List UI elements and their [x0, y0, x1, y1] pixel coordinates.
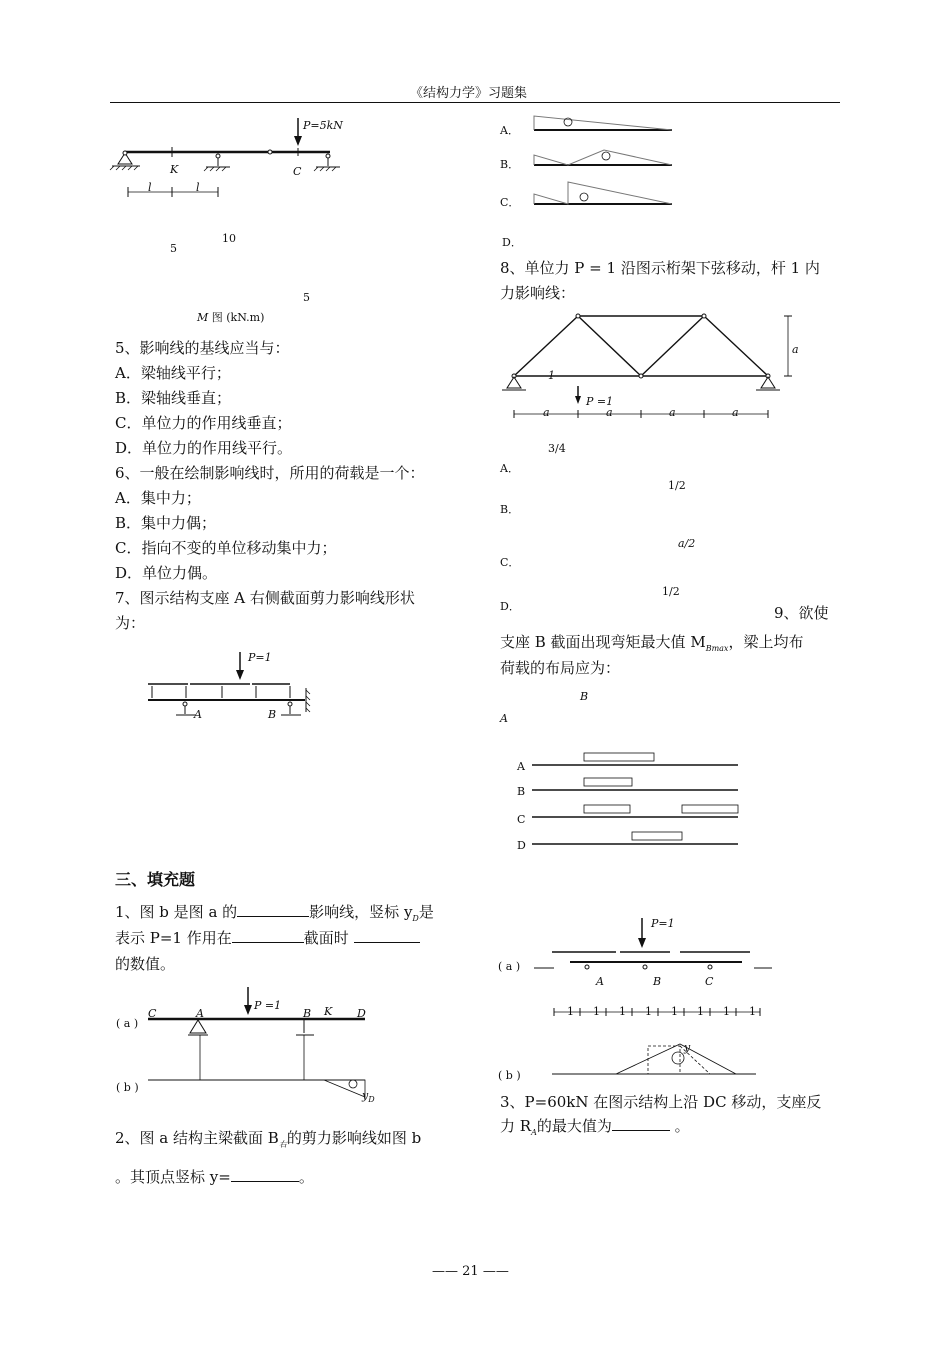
page-header-title: 《结构力学》习题集: [410, 86, 528, 101]
page-number: 21: [462, 1264, 479, 1279]
q6-stem: 6、一般在绘制影响线时，所用的荷载是一个：: [115, 464, 425, 482]
beam-K-label: K: [170, 163, 179, 176]
q8-span-2: a: [606, 406, 613, 419]
q8-span-3: a: [669, 406, 676, 419]
q9-load-layouts: [530, 745, 745, 850]
q7-A-label: A: [194, 708, 202, 721]
q9-option-d: D: [517, 839, 526, 852]
q9-line1: 9、欲使: [774, 604, 829, 622]
q5-option-d: D．单位力的作用线平行。: [115, 439, 293, 457]
q8-a-side: a: [792, 343, 799, 356]
header-rule: [110, 102, 840, 103]
fill2-span-5: 1: [671, 1005, 678, 1018]
fill2-line2: 。其顶点竖标 y= 。: [115, 1168, 314, 1186]
q8-value-a: 3/4: [548, 442, 566, 455]
q5-option-c: C．单位力的作用线垂直；: [115, 414, 292, 432]
fill2-A: A: [596, 975, 604, 988]
fill1-fig-a: ( a ): [116, 1017, 139, 1030]
fill1-load: P =1: [254, 999, 282, 1012]
fill2-fig-b: ( b ): [498, 1069, 521, 1082]
q9-line2: 支座 B 截面出现弯矩最大值 $M_{Bmax}$，梁上均布: [500, 633, 804, 653]
fill2-span-3: 1: [619, 1005, 626, 1018]
q6-option-a: A．集中力；: [115, 489, 201, 507]
fill1-B: B: [303, 1007, 312, 1020]
q8-value-b: 1/2: [668, 479, 686, 492]
fill2-span-2: 1: [593, 1005, 600, 1018]
q8-span-4: a: [732, 406, 739, 419]
fill3-line2: 力 $R_A$的最大值为 。: [500, 1117, 690, 1137]
q8-span-1: a: [543, 406, 550, 419]
q7-option-shapes: [532, 112, 677, 212]
fill2-span-4: 1: [645, 1005, 652, 1018]
q7-structure-figure: [140, 648, 330, 728]
q8-load: P =1: [586, 395, 614, 408]
fill2-line1: 2、图 a 结构主梁截面 $B_右$的剪力影响线如图 b: [115, 1129, 422, 1149]
fill3-line1: 3、P=60kN 在图示结构上沿 DC 移动，支座反: [500, 1093, 822, 1111]
fill2-B: B: [653, 975, 662, 988]
q8-option-a: A．: [500, 462, 519, 475]
q9-option-a: A: [517, 760, 525, 773]
fill1-K: K: [324, 1005, 333, 1018]
fill1-fig-b: ( b ): [116, 1081, 139, 1094]
q8-option-c: C．: [500, 556, 520, 569]
fill1-line1: 1、图 b 是图 a 的 影响线，竖标 $y_D$是: [115, 903, 434, 923]
q5-stem: 5、影响线的基线应当与：: [115, 339, 290, 357]
fill1-yD: $y_D$: [362, 1089, 375, 1105]
q8-line2: 力影响线：: [500, 284, 576, 302]
fill2-figure: [530, 912, 775, 1082]
q7-line1: 7、图示结构支座 A 右侧截面剪力影响线形状: [115, 589, 415, 607]
fill2-span-6: 1: [697, 1005, 704, 1018]
beam-load-label: P=5kN: [303, 119, 343, 132]
q8-member-1: 1: [548, 369, 555, 382]
q9-option-c: C: [517, 813, 526, 826]
fill2-span-8: 1: [749, 1005, 756, 1018]
fill2-span-1: 1: [567, 1005, 574, 1018]
section3-title: 三、填充题: [115, 870, 196, 889]
moment-value-10: 10: [222, 232, 236, 245]
fill2-span-7: 1: [723, 1005, 730, 1018]
moment-value-5b: 5: [303, 291, 310, 304]
moment-value-5a: 5: [170, 242, 177, 255]
moment-caption: M 图 (kN.m): [197, 311, 265, 324]
fill1-A: A: [196, 1007, 204, 1020]
q5-option-a: A．梁轴线平行；: [115, 364, 231, 382]
fill2-C: C: [705, 975, 714, 988]
fill2-load: P=1: [651, 917, 675, 930]
fill2-fig-a: ( a ): [498, 960, 521, 973]
q7-B-label: B: [268, 708, 277, 721]
q9-option-b: B: [517, 785, 526, 798]
q8-line1: 8、单位力 P = 1 沿图示桁架下弦移动，杆 1 内: [500, 259, 820, 277]
q7-option-b: B．: [500, 158, 520, 171]
fill1-D: D: [357, 1007, 366, 1020]
q6-option-d: D．单位力偶。: [115, 564, 218, 582]
fill1-line2: 表示 P=1 作用在 截面时: [115, 928, 420, 948]
fill1-line3: 的数值。: [115, 955, 176, 973]
q9-label-A: A: [500, 712, 508, 725]
fill2-y: y: [684, 1041, 691, 1054]
q8-value-c: a/2: [678, 537, 696, 550]
q8-value-d: 1/2: [662, 585, 680, 598]
q7-option-c: C．: [500, 196, 520, 209]
q6-option-c: C．指向不变的单位移动集中力；: [115, 539, 337, 557]
q8-option-d: D．: [500, 600, 520, 613]
q7-option-d: D．: [502, 236, 522, 249]
q7-option-a: A．: [500, 124, 519, 137]
beam-span-l1: l: [148, 181, 152, 194]
q9-label-B: B: [580, 690, 589, 703]
beam-C-label: C: [293, 165, 302, 178]
q8-option-b: B．: [500, 503, 520, 516]
q6-option-b: B．集中力偶；: [115, 514, 217, 532]
beam-span-l2: l: [196, 181, 200, 194]
q9-line3: 荷载的布局应为：: [500, 659, 621, 677]
q7-line2: 为：: [115, 614, 146, 632]
q5-option-b: B．梁轴线垂直；: [115, 389, 232, 407]
q7-load-label: P=1: [248, 651, 272, 664]
fill1-C: C: [148, 1007, 157, 1020]
page-footer: —— 21 ——: [432, 1264, 509, 1279]
